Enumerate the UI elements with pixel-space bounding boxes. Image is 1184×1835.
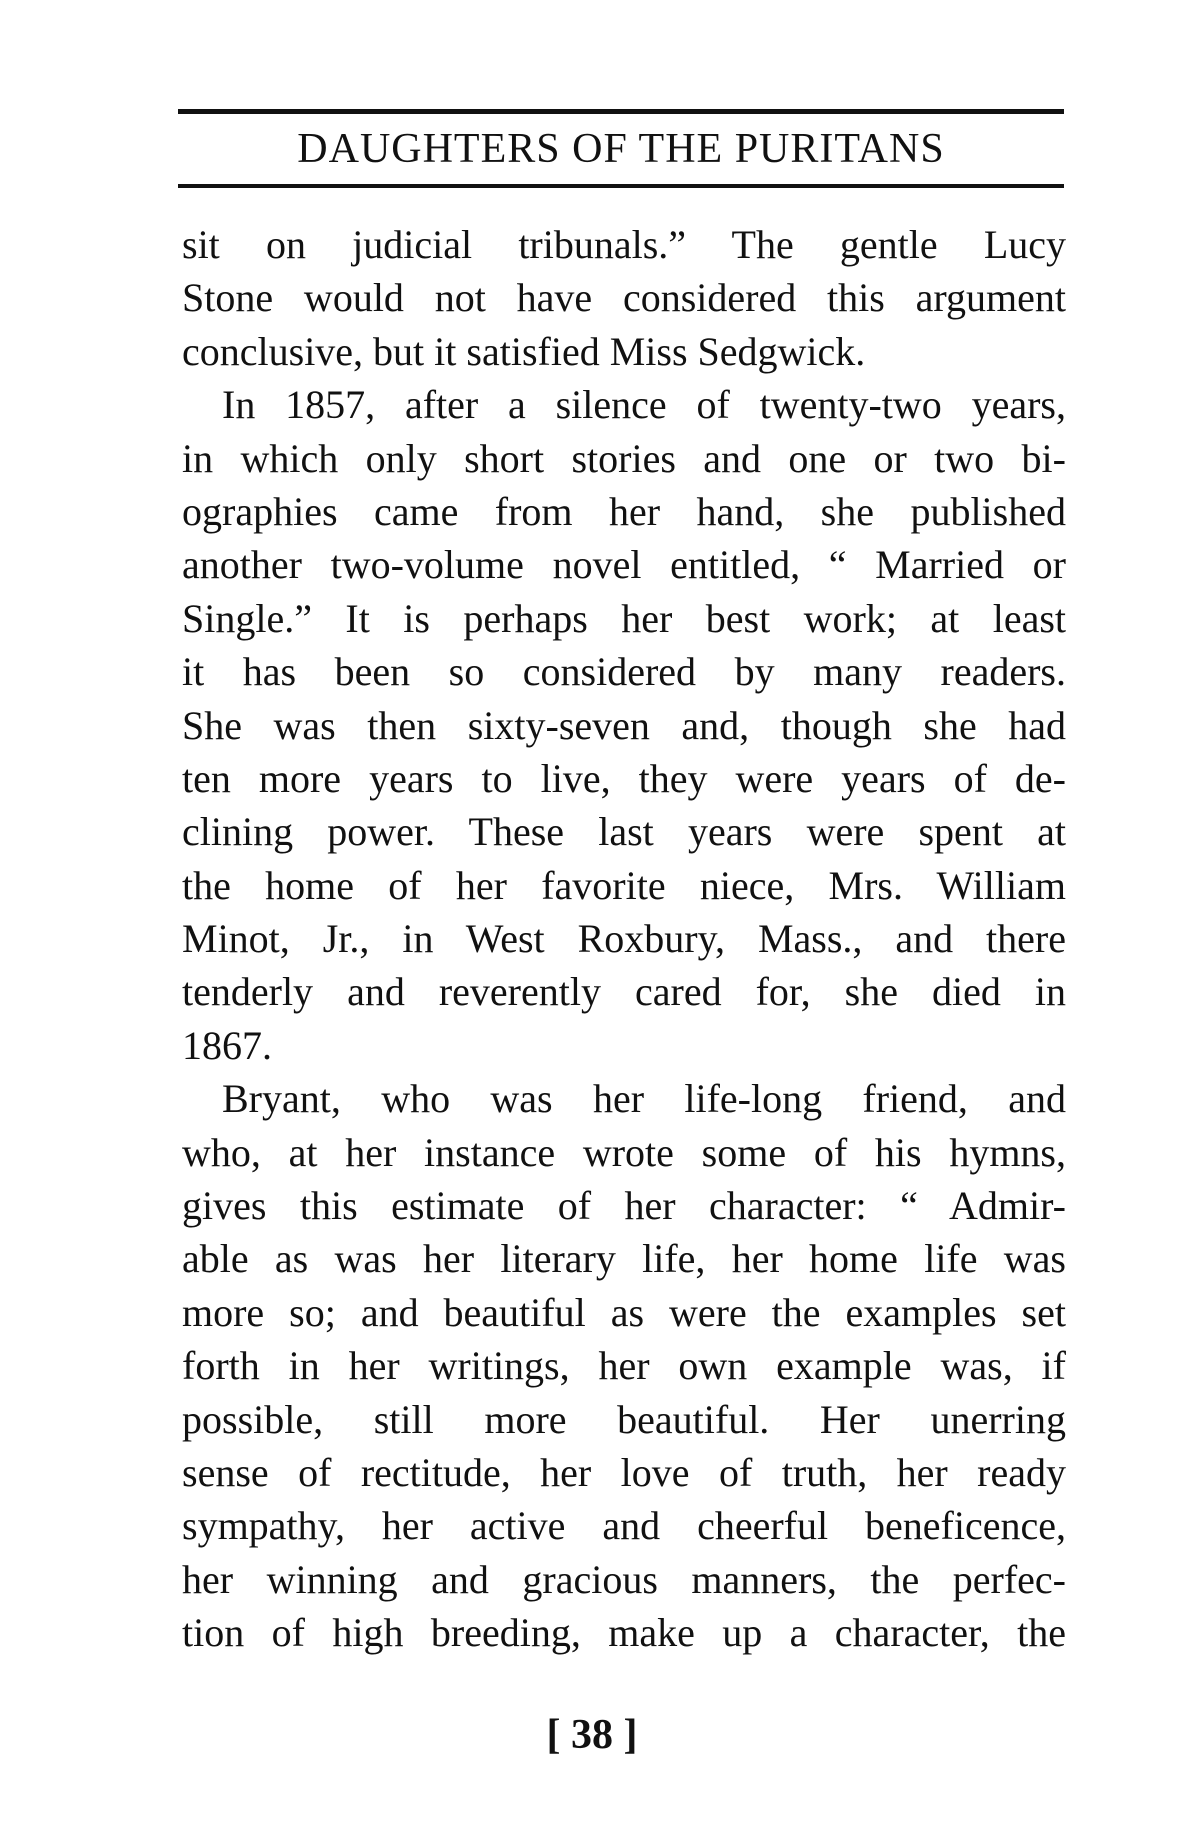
page-number: [ 38 ]: [546, 1712, 638, 1758]
text-line: clining power. These last years were spent at: [182, 809, 1066, 855]
paragraph: [182, 218, 1066, 378]
text-line: gives this estimate of her character: “ Admir-: [182, 1183, 1066, 1229]
text-line: it has been so considered by many readers.: [182, 649, 1066, 695]
text-line: conclusive, but it satisfied Miss Sedgwick.: [182, 328, 866, 374]
text-line: her winning and gracious manners, the perfec-: [182, 1556, 1066, 1602]
text-line: Bryant, who was her life-long friend, and: [222, 1076, 1066, 1122]
text-line: more so; and beautiful as were the examples set: [182, 1289, 1066, 1335]
text-line: sense of rectitude, her love of truth, her ready: [182, 1449, 1066, 1495]
header-rule-top: [178, 109, 1064, 114]
running-head: DAUGHTERS OF THE PURITANS: [297, 126, 945, 172]
header-rule-bottom: [178, 184, 1064, 188]
text-line: possible, still more beautiful. Her unerring: [182, 1396, 1066, 1442]
text-line: 1867.: [182, 1022, 272, 1068]
text-line: sit on judicial tribunals.” The gentle Lucy: [182, 222, 1066, 267]
text-line: the home of her favorite niece, Mrs. William: [182, 862, 1066, 908]
body-text: [182, 218, 1066, 1660]
text-line: another two-volume novel entitled, “ Married or: [182, 542, 1066, 588]
text-line: Minot, Jr., in West Roxbury, Mass., and there: [182, 916, 1066, 962]
text-line: tion of high breeding, make up a character, the: [182, 1610, 1066, 1656]
text-line: ographies came from her hand, she published: [182, 488, 1066, 534]
text-line: tenderly and reverently cared for, she died in: [182, 969, 1066, 1015]
text-line: who, at her instance wrote some of his hymns,: [182, 1129, 1066, 1175]
paragraph: [182, 1072, 1066, 1659]
text-line: ten more years to live, they were years of de-: [182, 755, 1066, 801]
text-line: In 1857, after a silence of twenty-two years,: [222, 382, 1066, 428]
text-line: forth in her writings, her own example was, if: [182, 1343, 1066, 1389]
text-line: sympathy, her active and cheerful beneficence,: [182, 1503, 1066, 1549]
paragraph: [182, 378, 1066, 1072]
text-line: Stone would not have considered this argument: [182, 275, 1066, 321]
text-line: in which only short stories and one or two bi-: [182, 435, 1066, 481]
text-line: able as was her literary life, her home life was: [182, 1236, 1066, 1282]
text-line: She was then sixty-seven and, though she had: [182, 702, 1066, 748]
text-line: Single.” It is perhaps her best work; at least: [182, 595, 1066, 641]
